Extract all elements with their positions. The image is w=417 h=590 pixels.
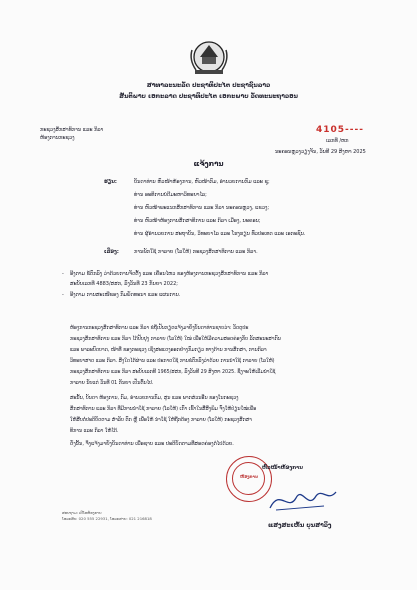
recipient-item: ທ່ານ ຫົວໜ້າພະແນກສຶກສາທິການ ແລະ ກິລາ ນະຄອນຫຼວງ, ແຂວງ; bbox=[134, 205, 270, 211]
body-line: ວິທະຍາສາດ ແລະ ກິລາ. ສິ່ງໃດໄດ້ຜ່ານ ແລະ ປະກາດໃຊ້ ການຂໍຕົກລົງວ່າດ້ວຍ ການນຳໃຊ້ ກາລາຍ (ໂລໃຫ້) bbox=[70, 359, 275, 364]
handwritten-signature bbox=[262, 480, 342, 520]
motto-header: ສັນຕິພາບ ເອກະລາດ ປະຊາທິປະໄຕ ເອກະພາບ ວັດທະນະຖາວອນ bbox=[119, 93, 298, 100]
reference-bullet: - bbox=[62, 292, 64, 298]
place-date: ນະຄອນຫຼວງວຽງຈັນ, ວັນທີ 29 ສິງຫາ 2025 bbox=[275, 149, 366, 155]
contact-line: ໂທລະສັບ: 020 555 22931, ໂທລະສານ: 021 216818 bbox=[62, 516, 152, 521]
document-number: 4105---- bbox=[316, 125, 364, 135]
reference-item: ອີງຕາມ ຂໍ້ຕົກລົງ ວ່າດ້ວຍການຈັດຕັ້ງ ແລະ ເຄື່ອນໄຫວ ຂອງຫ້ອງການກະຊວງສຶກສາທິການ ແລະ ກິລາ bbox=[70, 271, 269, 277]
body-line: ທິການ ແລະ ກິລາ ໃຫ້ໄດ້. bbox=[70, 429, 119, 434]
subject-text: ການພັກໃຊ້ ກາລາຍ (ໂລໃຫ້) ກະຊວງສຶກສາທິການ ແລະ ກິລາ. bbox=[134, 249, 258, 255]
body-line: ສະນັ້ນ, ບັນດາ ຫ້ອງການ, ກົມ, ອຳນວຍການກົມ, ສູນ ແລະ ພາກສ່ວນອື່ນ ຂອງໃນກະຊວງ bbox=[70, 396, 239, 401]
reference-bullet: - bbox=[62, 271, 64, 277]
reference-item: ອີງຕາມ ການສະເໜີຂອງ ກົມພັດທະນາ ແລະ ແຜນການ. bbox=[70, 292, 181, 298]
national-emblem-icon bbox=[186, 40, 232, 78]
body-line: ກະຊວງສຶກສາທິການ ແລະ ກິລາ ໄດ້ປັບປຸງ ກາລາຍ (ໂລໃຫ້) ໃໝ່ ເພື່ອໃຫ້ມີຄວາມສອດຄ່ອງກັບ ລັກສະນະສາກົນ bbox=[70, 337, 281, 342]
recipient-item: ບັນດາທ່ານ ຫົວໜ້າຫ້ອງການ, ຫົວໜ້າກົມ, ອຳນວຍການກົມ ແລະ ຊຸ; bbox=[134, 179, 270, 185]
country-header: ສາທາລະນະລັດ ປະຊາທິປະໄຕ ປະຊາຊົນລາວ bbox=[146, 82, 271, 89]
seal-text: ຫ້ອງການ bbox=[240, 474, 258, 479]
recipient-item: ທ່ານ ອະທິການບໍດີມະຫາວິທະຍາໄລ; bbox=[134, 192, 207, 198]
subject-label: ເລື່ອງ: bbox=[104, 249, 119, 255]
signer-title: ຫົວໜ້າຫ້ອງການ bbox=[262, 465, 303, 471]
body-line: ໃຫ້ສືບຕໍ່ປະຕິບັດຕາມ ສຳລັບ ຕົກ ຫຼື ເພື່ອໃຫ້ ນຳໃຊ້ ໃຫ້ຖືກຕ້ອງ ກາລາຍ (ໂລໃຫ້) ກະຊວງສຶກສາ bbox=[70, 418, 252, 423]
contact-line: ສອບຖາມ: ເບີໂທຫ້ອງການ bbox=[62, 510, 102, 515]
document-title: ແຈ້ງການ bbox=[193, 160, 224, 168]
document-number-label: ເລກທີ /ຫກ bbox=[326, 138, 349, 144]
closing-line: ດັ່ງນັ້ນ, ຈຶ່ງແຈ້ງມາຍັງບັນດາທ່ານ ເພື່ອຊາບ ແລະ ປະຕິບັດຕາມທີ່ສອດຄ່ອງຕໍ່ໄປດ້ວຍ. bbox=[70, 441, 234, 447]
body-line: ແລະ ພາລະບົດບາດ, ໜ້າທີ່ ຂອງກະຊວງ ເຊິ່ງສະແດງອອກຢ່າງກົມກຽວ ທາງດ້ານ ການສຶກສາ, ການກິລາ bbox=[70, 348, 267, 353]
recipient-item: ທ່ານ ຫົວໜ້າຫ້ອງການສຶກສາທິການ ແລະ ກິລາ ເມືອງ, ນະຄອນ; bbox=[134, 218, 261, 224]
body-line: ສຶກສາທິການ ແລະ ກິລາ ທີ່ມີການນຳໃຊ້ ກາລາຍ (ໂລໃຫ້) ເກົ່າ ເຂົ້າໃນສື່ສິ່ງພິມ ຈົ່ງໃຫ້ປ່ຽນໃໝ່ເພື່ອ bbox=[70, 407, 257, 412]
body-line: ກາລາຍ ນັບແຕ່ ວັນທີ 01 ກັນຍາ ເປັນຕົ້ນໄປ. bbox=[70, 381, 154, 386]
reference-item: ສະບັບເລກທີ 4883/ສສກ, ລົງວັນທີ 23 ກັນຍາ 2022; bbox=[70, 281, 178, 287]
signer-name: ແສງສະເຫັນ ບຸນສາວິງ bbox=[268, 522, 332, 529]
ministry-name: ກະຊວງສຶກສາທິການ ແລະ ກິລາ bbox=[40, 127, 104, 133]
body-line: ຫ້ອງການກະຊວງສຶກສາທິການ ແລະ ກິລາ ຂໍຖືເປັນກຽດແຈ້ງມາຍັງບັນດາທ່ານຊາບວ່າ: ວັດຕຸປະ bbox=[70, 326, 249, 331]
recipient-item: ທ່ານ ຜູ້ອຳນວຍການ ສະຖາບັນ, ວິທະຍາໄລ ແລະ ໂຮງຮຽນ ທົ່ວປະເທດ ແລະ ເອກະຊົນ. bbox=[134, 231, 306, 237]
recipients-label: ຮຽນ: bbox=[104, 179, 117, 185]
body-line: ກະຊວງສຶກສາທິການ ແລະ ກິລາ ສະບັບເລກທີ 1965/ສສກ, ລົງວັນທີ 29 ສິງຫາ 2025. ຊຶ່ງຈະໃຫ້ເລີ່ມນຳໃຊ້ bbox=[70, 370, 276, 375]
office-name: ຫ້ອງການກະຊວງ bbox=[40, 135, 75, 141]
